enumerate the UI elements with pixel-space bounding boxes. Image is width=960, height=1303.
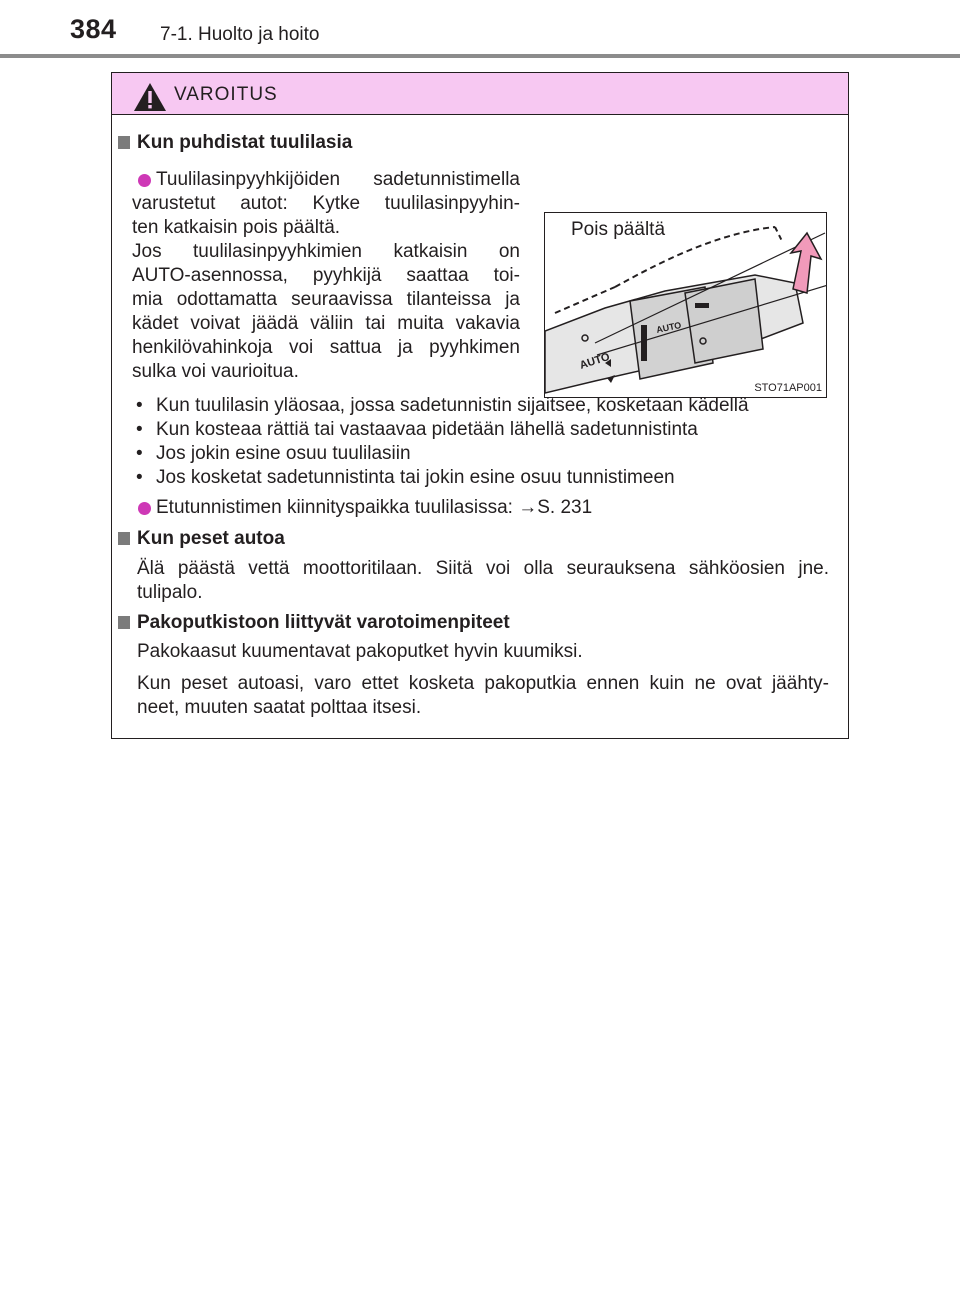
- wiper-switch-figure: [544, 212, 827, 398]
- sub-item-text: Kun tuulilasin yläosaa, jossa sadetunnistin sijaitsee, kosketaan kädellä: [156, 395, 749, 416]
- sub-item-text: Kun kosteaa rättiä tai vastaavaa pidetään lähellä sadetunnistinta: [156, 419, 698, 440]
- page-number: 384: [70, 14, 117, 44]
- text-line: tulipalo.: [137, 582, 203, 603]
- square-bullet-icon: [118, 616, 130, 629]
- round-bullet-icon: [138, 502, 151, 515]
- warning-header: [112, 73, 848, 115]
- sub-item: • Kun kosteaa rättiä tai vastaavaa pidetään lähellä sadetunnistinta: [136, 419, 698, 440]
- bullet-paragraph-cont: [132, 192, 520, 384]
- sub-item: • Jos jokin esine osuu tuulilasiin: [136, 443, 411, 464]
- text-line: AUTO-asennossa, pyyhkijä saattaa toi-: [132, 265, 520, 286]
- section-paragraph: [137, 672, 829, 720]
- page-header: [0, 0, 960, 58]
- bullet-paragraph: Etutunnistimen kiinnityspaikka tuulilasissa: →S. 231: [156, 497, 593, 518]
- text-line: mia odottamatta seuraavissa tilanteissa ja: [132, 289, 520, 310]
- text-line: Älä päästä vettä moottoritilaan. Siitä voi olla seurauksena sähköosien jne.: [137, 558, 829, 579]
- square-bullet-icon: [118, 136, 130, 149]
- warning-triangle-icon: [133, 82, 167, 112]
- switch-label-auto: AUTO: [655, 319, 683, 335]
- text-line: sulka voi vaurioitua.: [132, 361, 299, 382]
- square-bullet-icon: [118, 532, 130, 545]
- text-line: Kun peset autoasi, varo ettet kosketa pakoputkia ennen kuin ne ovat jäähty-: [137, 673, 829, 694]
- section-heading: Kun peset autoa: [137, 528, 285, 549]
- section-paragraph: [137, 557, 829, 605]
- figure-code: STO71AP001: [754, 382, 822, 394]
- switch-label-auto: AUTO: [578, 350, 612, 372]
- sub-item-list: [136, 394, 836, 490]
- section-paragraph: Pakokaasut kuumentavat pakoputket hyvin kuumiksi.: [137, 641, 583, 662]
- text-line: henkilövahinkoja voi sattua ja pyyhkimen: [132, 337, 520, 358]
- text-line: Jos tuulilasinpyyhkimien katkaisin on: [132, 241, 520, 262]
- bullet-paragraph: [156, 168, 520, 192]
- warning-label: VAROITUS: [174, 84, 278, 105]
- section-title: 7-1. Huolto ja hoito: [160, 24, 320, 45]
- text-line: varustetut autot: Kytke tuulilasinpyyhin-: [132, 193, 520, 214]
- text-line: kädet voivat jäädä väliin tai muita vakavia: [132, 313, 520, 334]
- sub-item: • Kun tuulilasin yläosaa, jossa sadetunnistin sijaitsee, kosketaan kädellä: [136, 395, 749, 416]
- text-line: ten katkaisin pois päältä.: [132, 217, 341, 238]
- text-line: Tuulilasinpyyhkijöiden sadetunnistimella: [156, 169, 520, 190]
- warning-body: [112, 114, 847, 734]
- figure-callout: Pois päältä: [571, 219, 666, 240]
- text-line: neet, muuten saatat polttaa itsesi.: [137, 697, 422, 718]
- warning-box: [111, 72, 849, 739]
- section-heading: Kun puhdistat tuulilasia: [137, 132, 353, 153]
- header-rule: [0, 54, 960, 58]
- sub-item-text: Jos jokin esine osuu tuulilasiin: [156, 443, 411, 464]
- sub-item-text: Jos kosketat sadetunnistinta tai jokin esine osuu tunnistimeen: [156, 467, 675, 488]
- sub-item: • Jos kosketat sadetunnistinta tai jokin esine osuu tunnistimeen: [136, 467, 675, 488]
- section-heading: Pakoputkistoon liittyvät varotoimenpiteet: [137, 612, 510, 633]
- round-bullet-icon: [138, 174, 151, 187]
